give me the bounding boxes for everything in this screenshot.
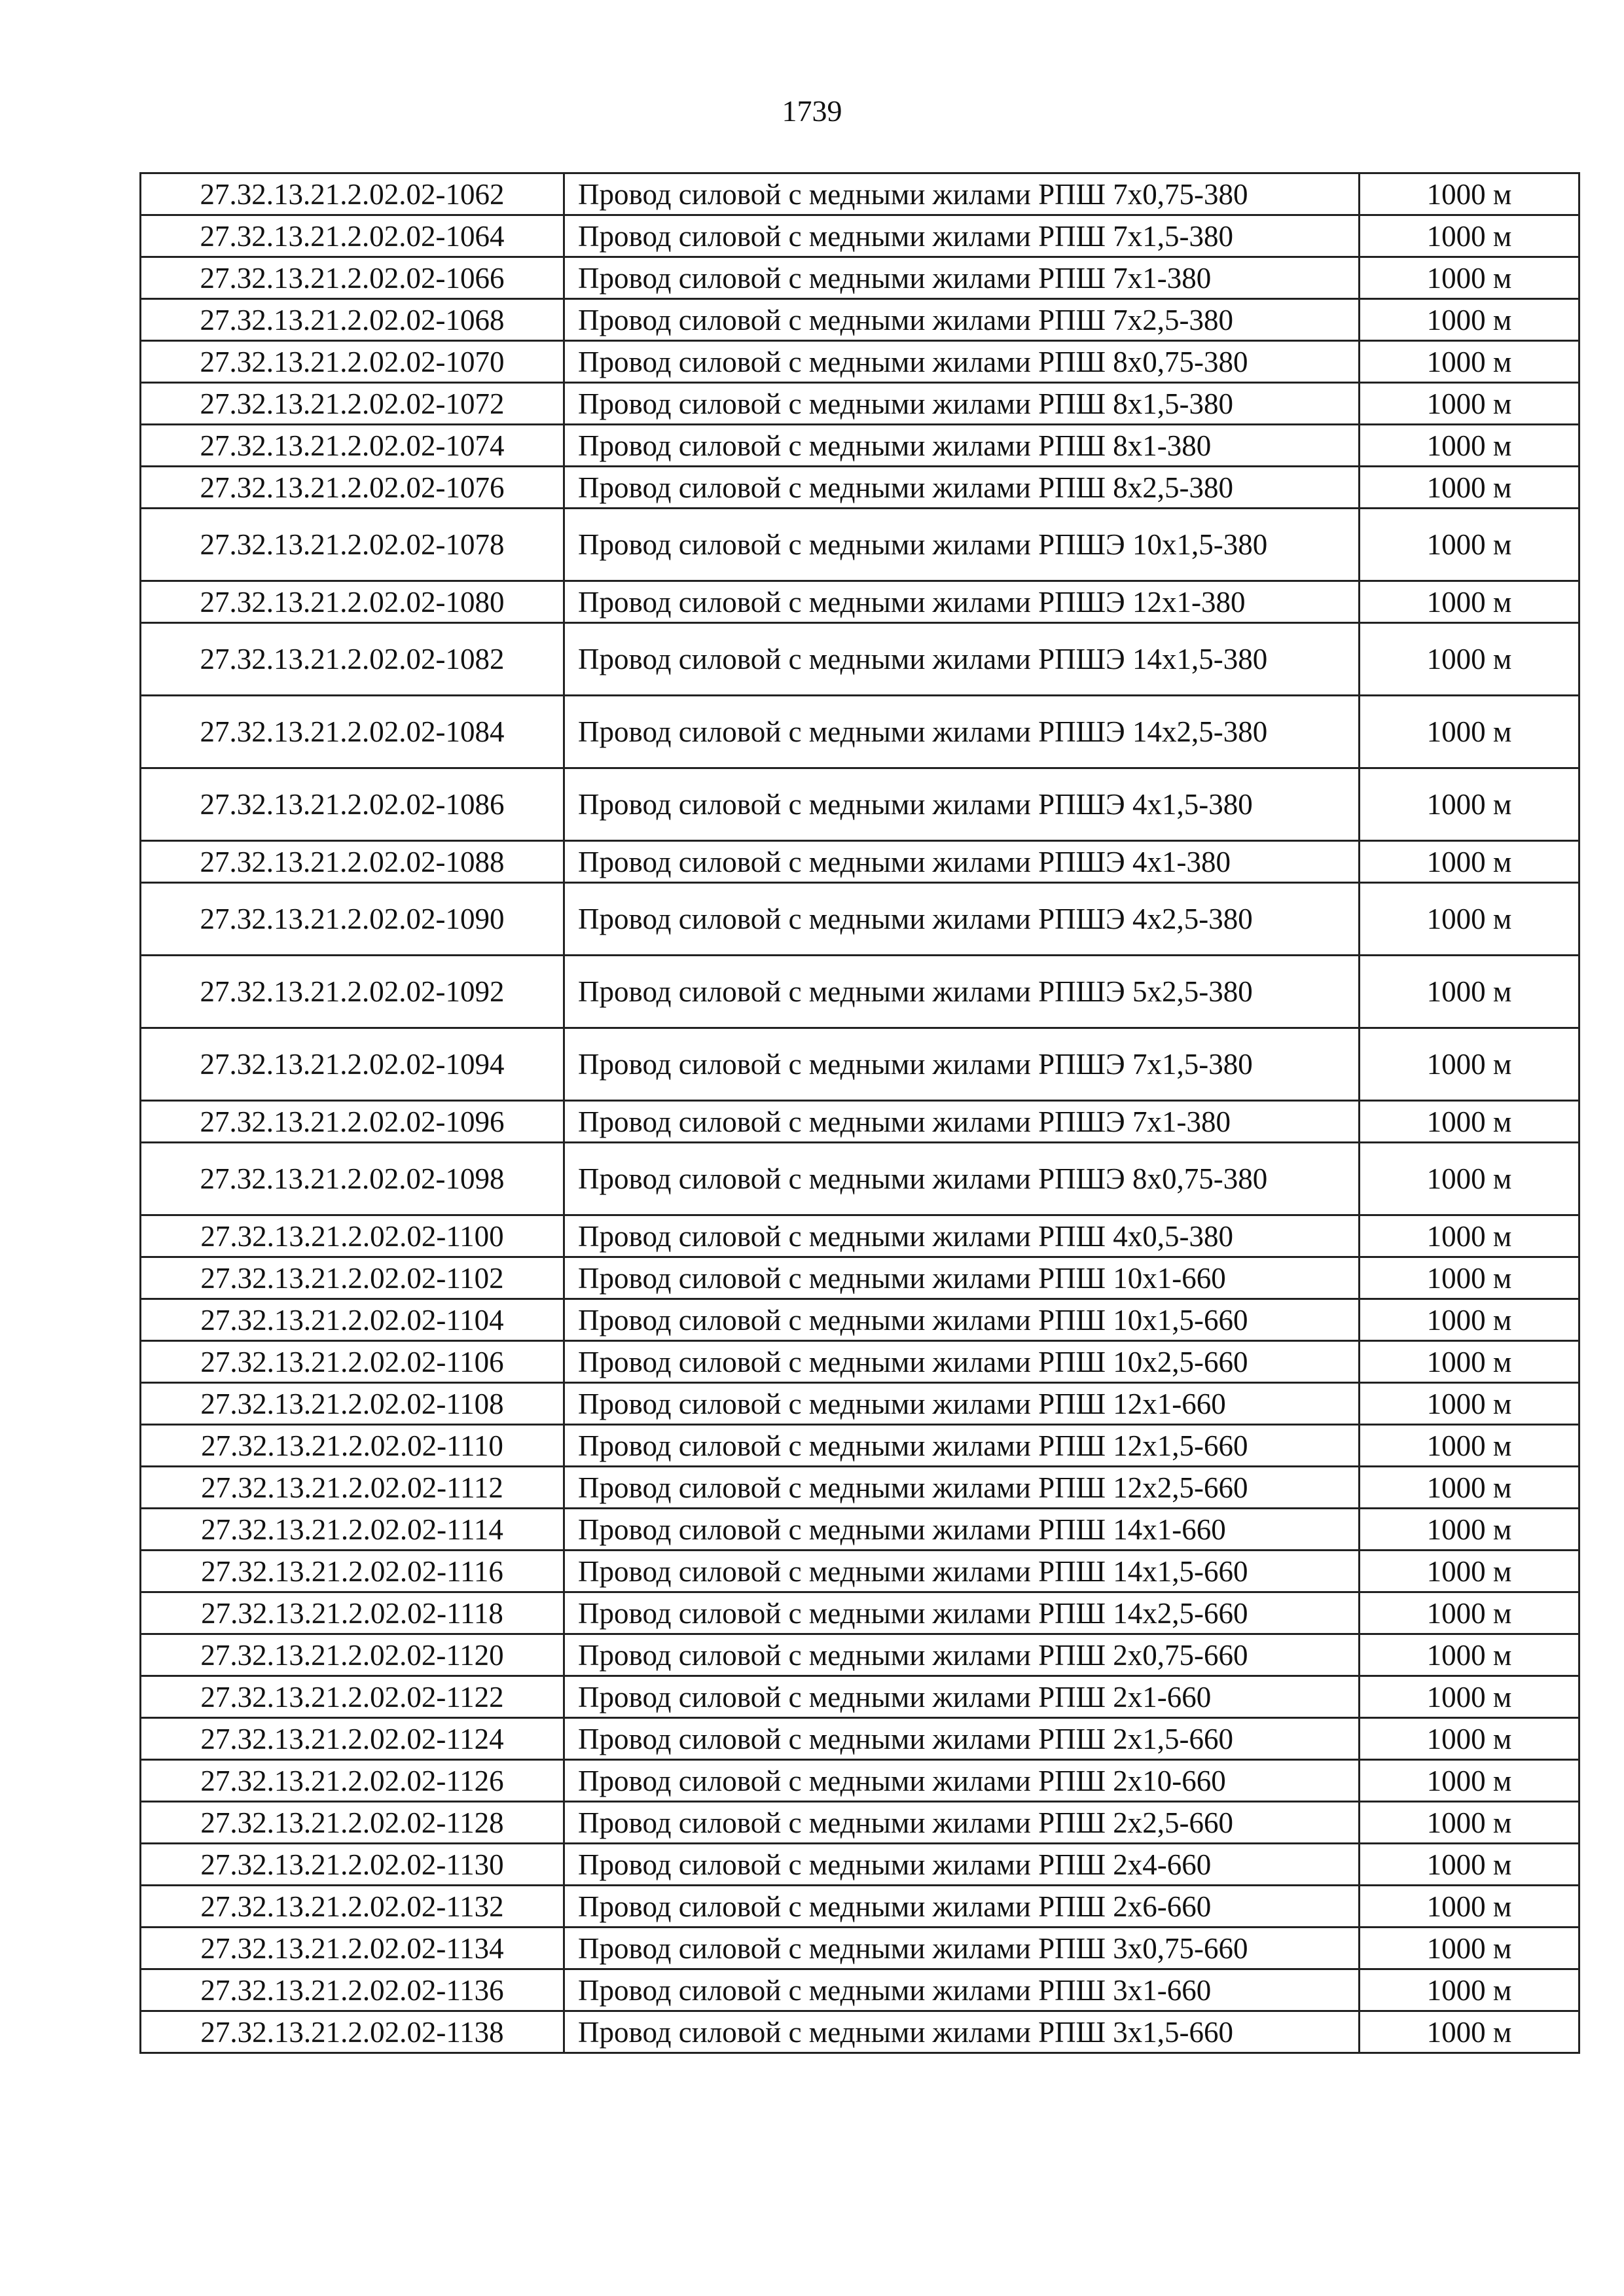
name-cell: Провод силовой с медными жилами РПШ 2х4-660 [564, 1844, 1360, 1886]
code-cell: 27.32.13.21.2.02.02-1098 [141, 1143, 564, 1215]
name-cell: Провод силовой с медными жилами РПШЭ 4х2,5-380 [564, 883, 1360, 956]
table-row [141, 883, 1579, 956]
table-row [141, 509, 1579, 581]
code-cell: 27.32.13.21.2.02.02-1084 [141, 696, 564, 768]
name-cell: Провод силовой с медными жилами РПШ 2х10-660 [564, 1760, 1360, 1802]
name-cell: Провод силовой с медными жилами РПШ 2х1,5-660 [564, 1718, 1360, 1760]
code-cell: 27.32.13.21.2.02.02-1106 [141, 1341, 564, 1383]
name-cell: Провод силовой с медными жилами РПШ 12х1-660 [564, 1383, 1360, 1425]
resource-table [139, 172, 1580, 2054]
table-row [141, 1257, 1579, 1299]
unit-cell: 1000 м [1360, 1509, 1579, 1551]
resource-table-body [141, 173, 1579, 2053]
table-row [141, 1928, 1579, 1969]
unit-cell: 1000 м [1360, 1844, 1579, 1886]
page-number: 1739 [782, 94, 842, 128]
code-cell: 27.32.13.21.2.02.02-1104 [141, 1299, 564, 1341]
name-cell: Провод силовой с медными жилами РПШ 7х2,5-380 [564, 299, 1360, 341]
unit-cell: 1000 м [1360, 623, 1579, 696]
table-row [141, 1467, 1579, 1509]
unit-cell: 1000 м [1360, 883, 1579, 956]
table-row [141, 1425, 1579, 1467]
code-cell: 27.32.13.21.2.02.02-1096 [141, 1101, 564, 1143]
table-row [141, 383, 1579, 425]
unit-cell: 1000 м [1360, 341, 1579, 383]
table-row [141, 257, 1579, 299]
code-cell: 27.32.13.21.2.02.02-1130 [141, 1844, 564, 1886]
code-cell: 27.32.13.21.2.02.02-1118 [141, 1592, 564, 1634]
code-cell: 27.32.13.21.2.02.02-1072 [141, 383, 564, 425]
name-cell: Провод силовой с медными жилами РПШЭ 4х1,5-380 [564, 768, 1360, 841]
table-row [141, 1299, 1579, 1341]
name-cell: Провод силовой с медными жилами РПШ 8х1,5-380 [564, 383, 1360, 425]
table-row [141, 1844, 1579, 1886]
unit-cell: 1000 м [1360, 425, 1579, 467]
name-cell: Провод силовой с медными жилами РПШ 4х0,5-380 [564, 1215, 1360, 1257]
code-cell: 27.32.13.21.2.02.02-1078 [141, 509, 564, 581]
name-cell: Провод силовой с медными жилами РПШ 10х1-660 [564, 1257, 1360, 1299]
unit-cell: 1000 м [1360, 1299, 1579, 1341]
unit-cell: 1000 м [1360, 1467, 1579, 1509]
code-cell: 27.32.13.21.2.02.02-1124 [141, 1718, 564, 1760]
unit-cell: 1000 м [1360, 1634, 1579, 1676]
unit-cell: 1000 м [1360, 383, 1579, 425]
unit-cell: 1000 м [1360, 1592, 1579, 1634]
unit-cell: 1000 м [1360, 1551, 1579, 1592]
table-row [141, 1383, 1579, 1425]
table-row [141, 1215, 1579, 1257]
code-cell: 27.32.13.21.2.02.02-1090 [141, 883, 564, 956]
table-row [141, 623, 1579, 696]
table-row [141, 696, 1579, 768]
table-row [141, 1760, 1579, 1802]
table-row [141, 1718, 1579, 1760]
code-cell: 27.32.13.21.2.02.02-1062 [141, 173, 564, 215]
code-cell: 27.32.13.21.2.02.02-1134 [141, 1928, 564, 1969]
unit-cell: 1000 м [1360, 1718, 1579, 1760]
unit-cell: 1000 м [1360, 173, 1579, 215]
code-cell: 27.32.13.21.2.02.02-1064 [141, 215, 564, 257]
code-cell: 27.32.13.21.2.02.02-1136 [141, 1969, 564, 2011]
table-row [141, 341, 1579, 383]
unit-cell: 1000 м [1360, 1101, 1579, 1143]
unit-cell: 1000 м [1360, 1802, 1579, 1844]
name-cell: Провод силовой с медными жилами РПШ 8х2,5-380 [564, 467, 1360, 509]
table-row [141, 1509, 1579, 1551]
name-cell: Провод силовой с медными жилами РПШЭ 7х1,5-380 [564, 1028, 1360, 1101]
table-row [141, 1969, 1579, 2011]
table-row [141, 581, 1579, 623]
name-cell: Провод силовой с медными жилами РПШ 12х2,5-660 [564, 1467, 1360, 1509]
unit-cell: 1000 м [1360, 1886, 1579, 1928]
name-cell: Провод силовой с медными жилами РПШ 7х0,75-380 [564, 173, 1360, 215]
unit-cell: 1000 м [1360, 1341, 1579, 1383]
code-cell: 27.32.13.21.2.02.02-1088 [141, 841, 564, 883]
code-cell: 27.32.13.21.2.02.02-1076 [141, 467, 564, 509]
unit-cell: 1000 м [1360, 1028, 1579, 1101]
table-row [141, 956, 1579, 1028]
unit-cell: 1000 м [1360, 2011, 1579, 2053]
unit-cell: 1000 м [1360, 215, 1579, 257]
unit-cell: 1000 м [1360, 696, 1579, 768]
name-cell: Провод силовой с медными жилами РПШ 3х1,5-660 [564, 2011, 1360, 2053]
name-cell: Провод силовой с медными жилами РПШ 2х1-660 [564, 1676, 1360, 1718]
code-cell: 27.32.13.21.2.02.02-1120 [141, 1634, 564, 1676]
name-cell: Провод силовой с медными жилами РПШ 14х2,5-660 [564, 1592, 1360, 1634]
code-cell: 27.32.13.21.2.02.02-1092 [141, 956, 564, 1028]
code-cell: 27.32.13.21.2.02.02-1108 [141, 1383, 564, 1425]
code-cell: 27.32.13.21.2.02.02-1070 [141, 341, 564, 383]
unit-cell: 1000 м [1360, 1425, 1579, 1467]
table-row [141, 1143, 1579, 1215]
table-row [141, 1341, 1579, 1383]
code-cell: 27.32.13.21.2.02.02-1080 [141, 581, 564, 623]
name-cell: Провод силовой с медными жилами РПШ 8х1-380 [564, 425, 1360, 467]
table-row [141, 1101, 1579, 1143]
name-cell: Провод силовой с медными жилами РПШЭ 8х0,75-380 [564, 1143, 1360, 1215]
unit-cell: 1000 м [1360, 467, 1579, 509]
name-cell: Провод силовой с медными жилами РПШЭ 7х1-380 [564, 1101, 1360, 1143]
code-cell: 27.32.13.21.2.02.02-1086 [141, 768, 564, 841]
code-cell: 27.32.13.21.2.02.02-1094 [141, 1028, 564, 1101]
table-row [141, 1028, 1579, 1101]
code-cell: 27.32.13.21.2.02.02-1112 [141, 1467, 564, 1509]
unit-cell: 1000 м [1360, 299, 1579, 341]
table-row [141, 425, 1579, 467]
code-cell: 27.32.13.21.2.02.02-1110 [141, 1425, 564, 1467]
unit-cell: 1000 м [1360, 1760, 1579, 1802]
table-row [141, 467, 1579, 509]
code-cell: 27.32.13.21.2.02.02-1114 [141, 1509, 564, 1551]
code-cell: 27.32.13.21.2.02.02-1066 [141, 257, 564, 299]
table-row [141, 173, 1579, 215]
code-cell: 27.32.13.21.2.02.02-1102 [141, 1257, 564, 1299]
code-cell: 27.32.13.21.2.02.02-1082 [141, 623, 564, 696]
name-cell: Провод силовой с медными жилами РПШ 12х1,5-660 [564, 1425, 1360, 1467]
unit-cell: 1000 м [1360, 1383, 1579, 1425]
table-row [141, 1676, 1579, 1718]
unit-cell: 1000 м [1360, 956, 1579, 1028]
table-row [141, 1802, 1579, 1844]
table-row [141, 1634, 1579, 1676]
table-row [141, 1551, 1579, 1592]
name-cell: Провод силовой с медными жилами РПШ 7х1-380 [564, 257, 1360, 299]
code-cell: 27.32.13.21.2.02.02-1138 [141, 2011, 564, 2053]
unit-cell: 1000 м [1360, 509, 1579, 581]
name-cell: Провод силовой с медными жилами РПШ 10х1,5-660 [564, 1299, 1360, 1341]
table-row [141, 2011, 1579, 2053]
unit-cell: 1000 м [1360, 1143, 1579, 1215]
unit-cell: 1000 м [1360, 841, 1579, 883]
code-cell: 27.32.13.21.2.02.02-1126 [141, 1760, 564, 1802]
name-cell: Провод силовой с медными жилами РПШ 8х0,75-380 [564, 341, 1360, 383]
unit-cell: 1000 м [1360, 768, 1579, 841]
unit-cell: 1000 м [1360, 1257, 1579, 1299]
name-cell: Провод силовой с медными жилами РПШЭ 14х1,5-380 [564, 623, 1360, 696]
code-cell: 27.32.13.21.2.02.02-1074 [141, 425, 564, 467]
name-cell: Провод силовой с медными жилами РПШЭ 5х2,5-380 [564, 956, 1360, 1028]
name-cell: Провод силовой с медными жилами РПШ 14х1-660 [564, 1509, 1360, 1551]
table-row [141, 768, 1579, 841]
code-cell: 27.32.13.21.2.02.02-1122 [141, 1676, 564, 1718]
table-row [141, 1592, 1579, 1634]
name-cell: Провод силовой с медными жилами РПШ 10х2,5-660 [564, 1341, 1360, 1383]
name-cell: Провод силовой с медными жилами РПШ 14х1,5-660 [564, 1551, 1360, 1592]
code-cell: 27.32.13.21.2.02.02-1068 [141, 299, 564, 341]
table-row [141, 841, 1579, 883]
unit-cell: 1000 м [1360, 1676, 1579, 1718]
name-cell: Провод силовой с медными жилами РПШЭ 12х1-380 [564, 581, 1360, 623]
table-row [141, 1886, 1579, 1928]
name-cell: Провод силовой с медными жилами РПШ 3х0,75-660 [564, 1928, 1360, 1969]
name-cell: Провод силовой с медными жилами РПШ 7х1,5-380 [564, 215, 1360, 257]
code-cell: 27.32.13.21.2.02.02-1128 [141, 1802, 564, 1844]
name-cell: Провод силовой с медными жилами РПШ 2х6-660 [564, 1886, 1360, 1928]
unit-cell: 1000 м [1360, 1969, 1579, 2011]
unit-cell: 1000 м [1360, 581, 1579, 623]
unit-cell: 1000 м [1360, 1928, 1579, 1969]
name-cell: Провод силовой с медными жилами РПШ 2х2,5-660 [564, 1802, 1360, 1844]
name-cell: Провод силовой с медными жилами РПШЭ 4х1-380 [564, 841, 1360, 883]
code-cell: 27.32.13.21.2.02.02-1100 [141, 1215, 564, 1257]
name-cell: Провод силовой с медными жилами РПШ 3х1-660 [564, 1969, 1360, 2011]
name-cell: Провод силовой с медными жилами РПШЭ 10х1,5-380 [564, 509, 1360, 581]
name-cell: Провод силовой с медными жилами РПШЭ 14х2,5-380 [564, 696, 1360, 768]
table-row [141, 299, 1579, 341]
unit-cell: 1000 м [1360, 1215, 1579, 1257]
unit-cell: 1000 м [1360, 257, 1579, 299]
code-cell: 27.32.13.21.2.02.02-1116 [141, 1551, 564, 1592]
name-cell: Провод силовой с медными жилами РПШ 2х0,75-660 [564, 1634, 1360, 1676]
code-cell: 27.32.13.21.2.02.02-1132 [141, 1886, 564, 1928]
table-row [141, 215, 1579, 257]
